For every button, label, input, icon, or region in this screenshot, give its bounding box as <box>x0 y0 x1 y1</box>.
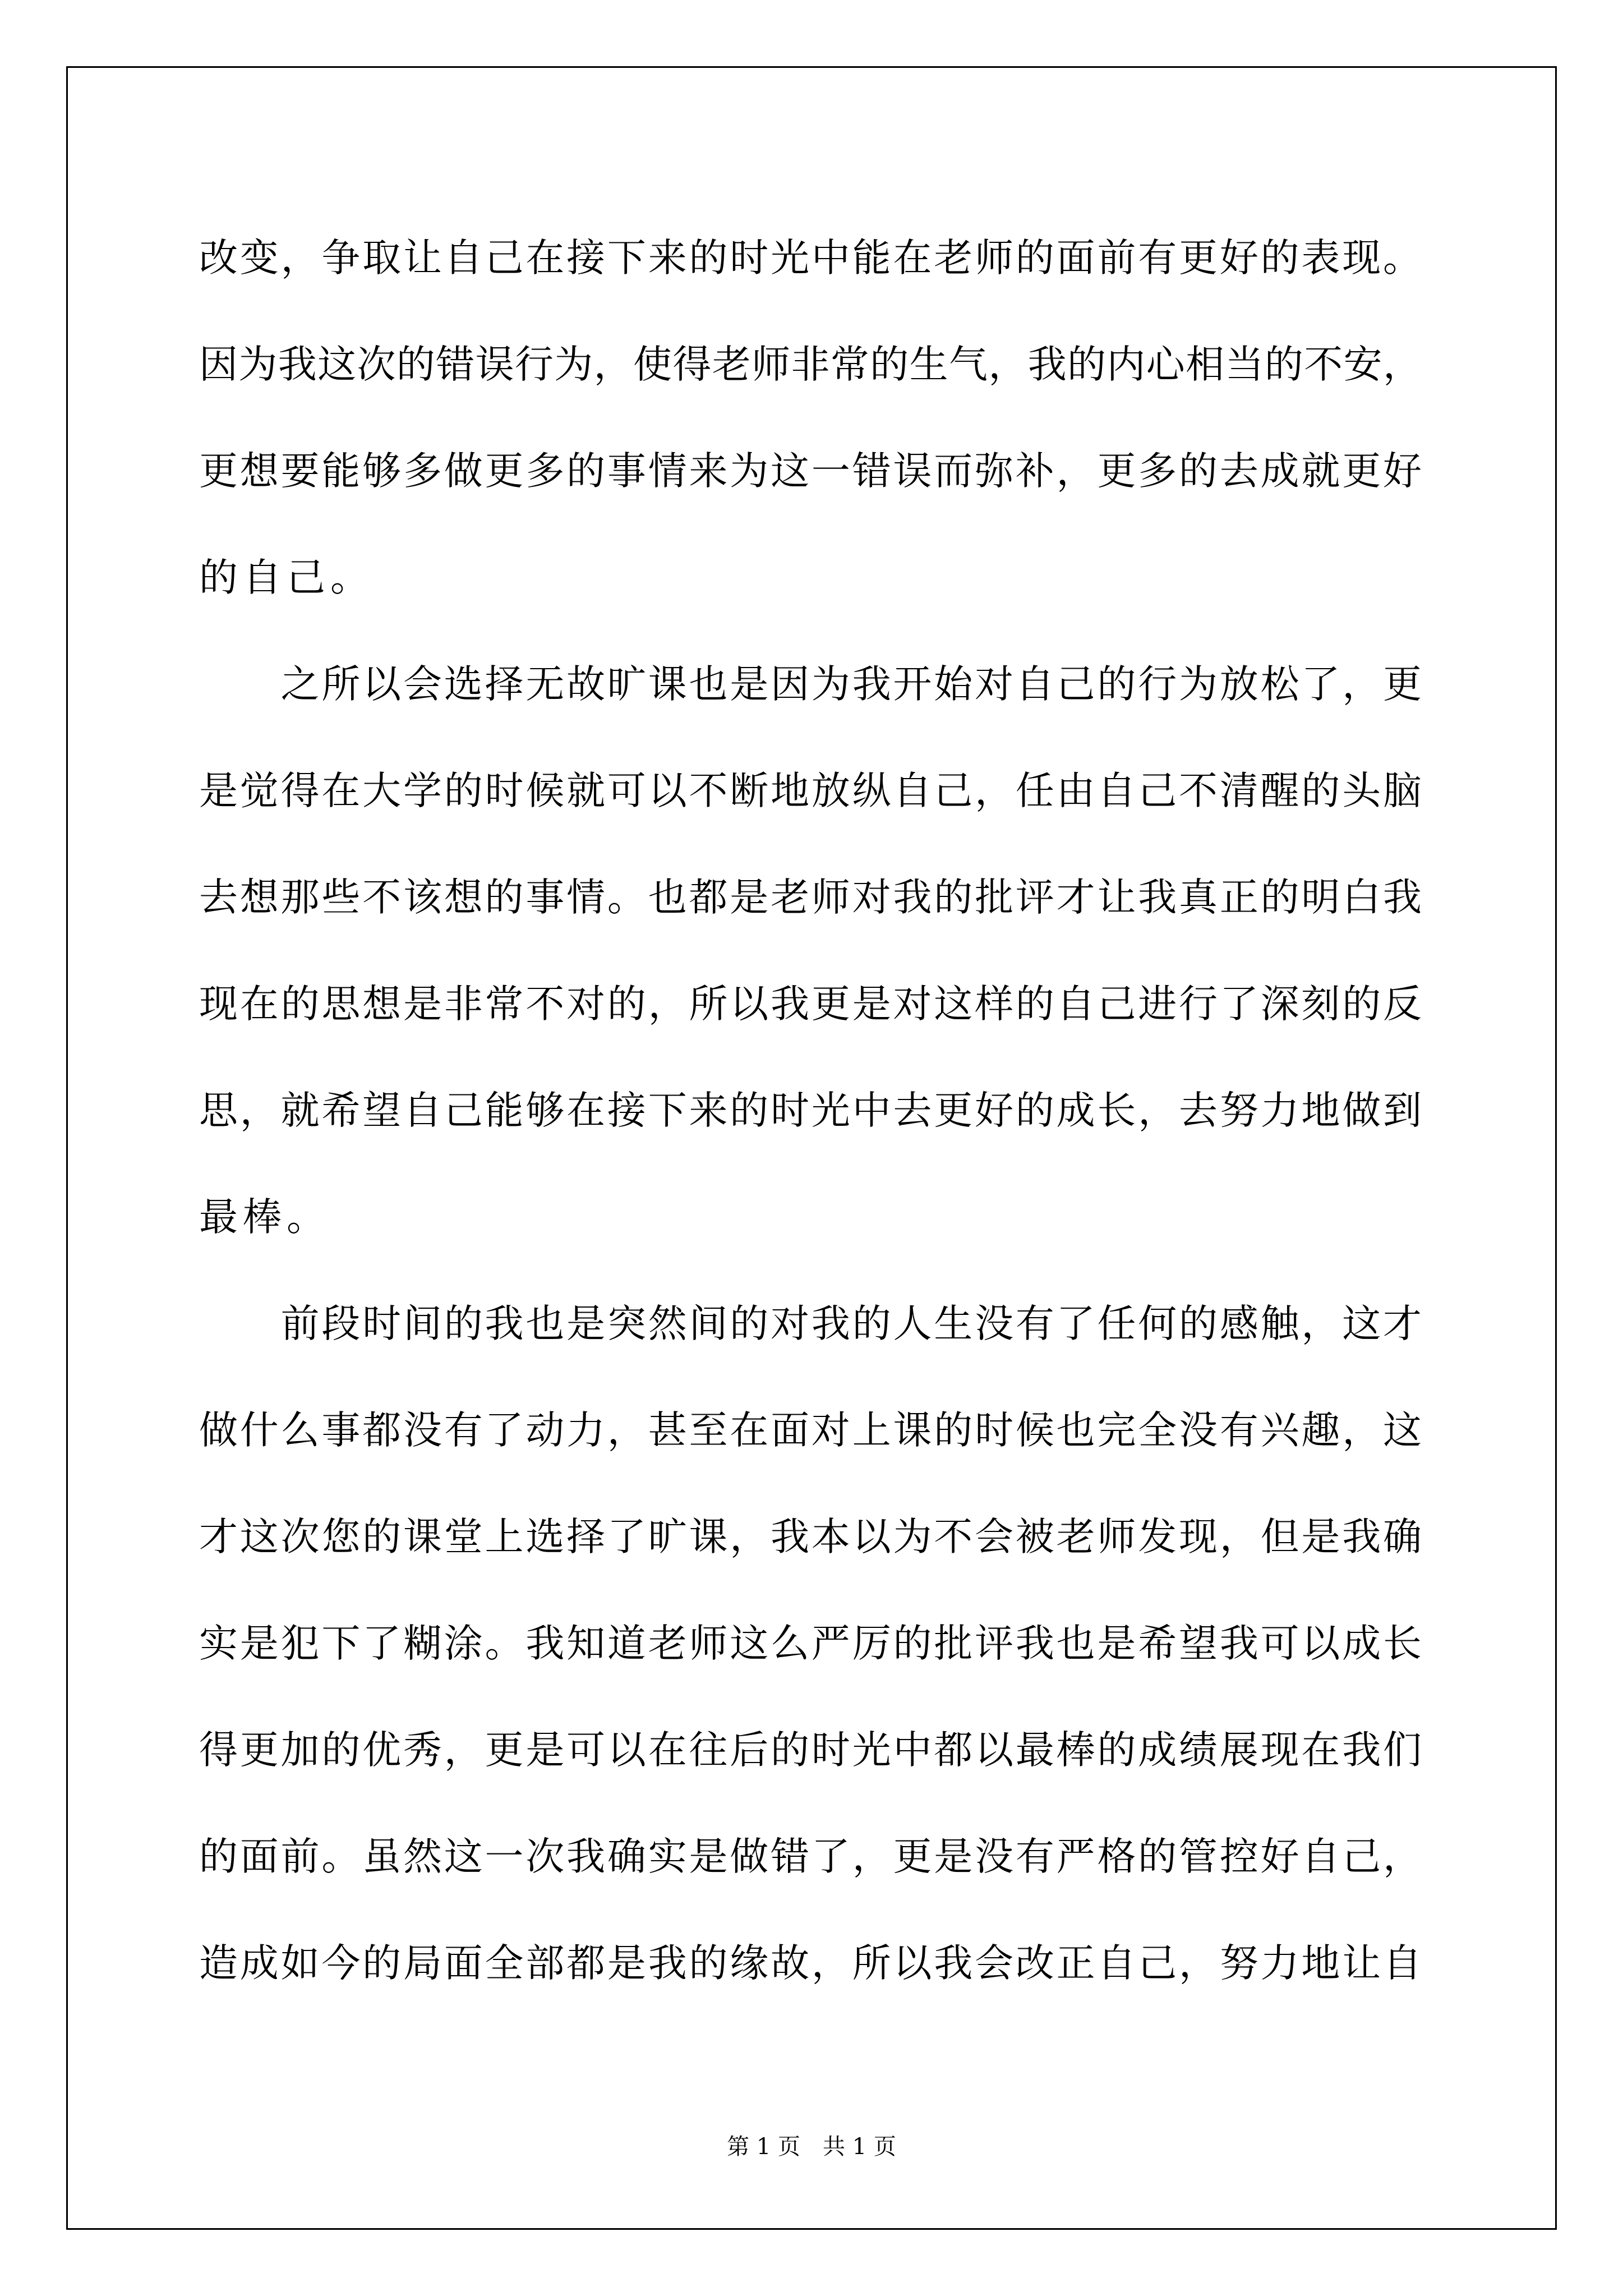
text-line: 是觉得在大学的时候就可以不断地放纵自己，任由自己不清醒的头脑 <box>199 769 1422 813</box>
text-line: 才这次您的课堂上选择了旷课，我本以为不会被老师发现，但是我确 <box>199 1515 1422 1559</box>
text-line: 去想那些不该想的事情。也都是老师对我的批评才让我真正的明白我 <box>199 875 1422 920</box>
document-body <box>199 205 1422 2017</box>
page-footer: 第 1 页 共 1 页 <box>727 2134 896 2160</box>
text-line: 的面前。虽然这一次我确实是做错了，更是没有严格的管控好自己， <box>199 1834 1422 1879</box>
text-line: 思，就希望自己能够在接下来的时光中去更好的成长，去努力地做到 <box>199 1088 1422 1133</box>
text-line: 之所以会选择无故旷课也是因为我开始对自己的行为放松了，更 <box>199 662 1422 707</box>
text-line: 因为我这次的错误行为，使得老师非常的生气，我的内心相当的不安， <box>199 342 1422 387</box>
text-line: 得更加的优秀，更是可以在往后的时光中都以最棒的成绩展现在我们 <box>199 1728 1422 1773</box>
text-line: 前段时间的我也是突然间的对我的人生没有了任何的感触，这才 <box>199 1301 1422 1346</box>
text-line: 现在的思想是非常不对的，所以我更是对这样的自己进行了深刻的反 <box>199 982 1422 1027</box>
text-line: 造成如今的局面全部都是我的缘故，所以我会改正自己，努力地让自 <box>199 1941 1422 1986</box>
text-line: 改变，争取让自己在接下来的时光中能在老师的面前有更好的表现。 <box>199 236 1422 280</box>
text-line: 最棒。 <box>199 1195 330 1240</box>
text-line: 的自己。 <box>199 555 374 600</box>
text-line: 做什么事都没有了动力，甚至在面对上课的时候也完全没有兴趣，这 <box>199 1408 1422 1453</box>
text-line: 更想要能够多做更多的事情来为这一错误而弥补，更多的去成就更好 <box>199 449 1422 494</box>
text-line: 实是犯下了糊涂。我知道老师这么严厉的批评我也是希望我可以成长 <box>199 1621 1422 1666</box>
